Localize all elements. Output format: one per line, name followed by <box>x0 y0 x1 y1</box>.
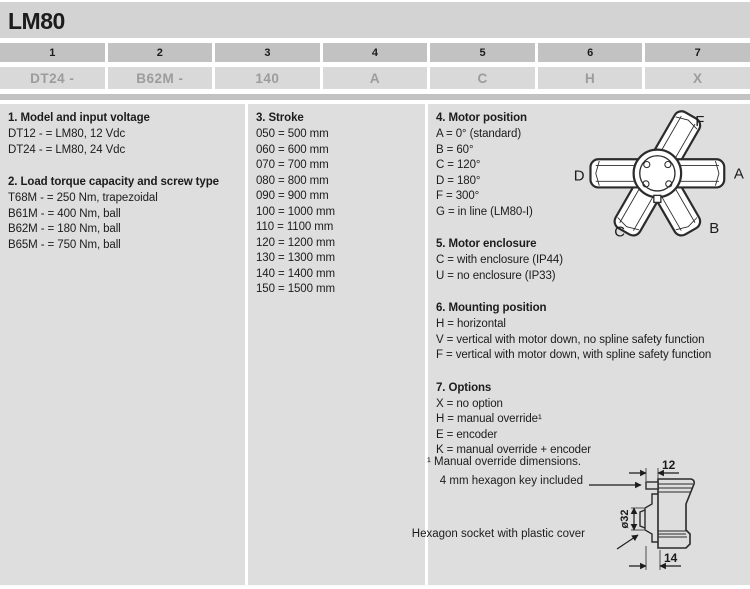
hex-key-shaft <box>646 482 658 489</box>
section-load-torque <box>8 176 245 253</box>
list-item: E = encoder <box>436 428 498 441</box>
position-label-f: F <box>695 112 705 130</box>
housing-side-view <box>587 446 747 582</box>
position-cell: 5 <box>430 43 535 62</box>
section-heading: 7. Options <box>436 381 492 394</box>
section-heading: 3. Stroke <box>256 112 304 124</box>
section-stroke <box>256 112 425 298</box>
value-cell-motor-position: A <box>323 67 428 89</box>
section-heading: 1. Model and input voltage <box>8 112 150 124</box>
actuator-hub <box>634 150 682 198</box>
socket-leader-arrow <box>617 535 638 549</box>
section-heading: 2. Load torque capacity and screw type <box>8 176 219 188</box>
list-item: 120 = 1200 mm <box>256 236 335 249</box>
list-item: X = no option <box>436 397 503 410</box>
list-item: DT12 - = LM80, 12 Vdc <box>8 128 126 140</box>
list-item: H = horizontal <box>436 318 506 330</box>
legend-columns <box>0 104 750 585</box>
motor-position-diagram <box>571 110 749 242</box>
list-item: 100 = 1000 mm <box>256 205 335 218</box>
list-item: A = 0° (standard) <box>436 128 522 140</box>
position-cell: 6 <box>538 43 643 62</box>
ordering-code-value-row <box>0 67 750 89</box>
value-cell-mounting: H <box>538 67 643 89</box>
page-title: LM80 <box>8 8 65 34</box>
title-band <box>0 2 750 38</box>
section-heading: 4. Motor position <box>436 112 527 124</box>
list-item: B65M - = 750 Nm, ball <box>8 238 121 251</box>
list-item: B = 60° <box>436 143 474 156</box>
legend-column-1 <box>0 104 245 585</box>
position-cell: 2 <box>108 43 213 62</box>
list-item: 130 = 1300 mm <box>256 252 335 264</box>
position-label-c: C <box>614 223 626 241</box>
list-item: 080 = 800 mm <box>256 174 329 187</box>
list-item: U = no enclosure (IP33) <box>436 269 556 282</box>
list-item: 110 = 1100 mm <box>256 221 334 233</box>
list-item: G = in line (LM80-I) <box>436 205 533 218</box>
list-item: 090 = 900 mm <box>256 190 329 202</box>
position-label-a: A <box>733 165 744 183</box>
list-item: C = with enclosure (IP44) <box>436 254 563 266</box>
list-item: 060 = 600 mm <box>256 143 329 156</box>
dimension-12: 12 <box>662 458 676 472</box>
manual-override-drawing <box>411 446 747 582</box>
list-item: 150 = 1500 mm <box>256 283 335 295</box>
section-motor-enclosure <box>436 238 750 284</box>
list-item: B61M - = 400 Nm, ball <box>8 207 121 220</box>
list-item: B62M - = 180 Nm, ball <box>8 223 121 235</box>
list-item: H = manual override¹ <box>436 413 542 425</box>
list-item: 070 = 700 mm <box>256 159 329 171</box>
socket-label: Hexagon socket with plastic cover <box>411 528 585 540</box>
value-cell-torque: B62M - <box>108 67 213 89</box>
value-cell-options: X <box>645 67 750 89</box>
list-item: T68M - = 250 Nm, trapezoidal <box>8 192 158 204</box>
hex-key-label: 4 mm hexagon key included <box>439 475 583 487</box>
section-heading: 5. Motor enclosure <box>436 238 537 250</box>
position-cell: 3 <box>215 43 320 62</box>
list-item: K = manual override + encoder <box>436 444 592 456</box>
list-item: D = 180° <box>436 174 481 187</box>
section-mounting-position <box>436 302 750 364</box>
value-cell-stroke: 140 <box>215 67 320 89</box>
plastic-cover <box>640 510 645 528</box>
section-heading: 6. Mounting position <box>436 302 547 314</box>
dimension-14: 14 <box>664 551 678 565</box>
position-cell: 1 <box>0 43 105 62</box>
list-item: F = 300° <box>436 190 480 202</box>
list-item: C = 120° <box>436 159 481 171</box>
position-label-d: D <box>573 167 585 185</box>
legend-column-3 <box>411 104 750 585</box>
list-item: DT24 - = LM80, 24 Vdc <box>8 143 126 156</box>
position-cell: 7 <box>645 43 750 62</box>
ordering-code-position-row <box>0 43 750 62</box>
list-item: F = vertical with motor down, with spline safety function <box>436 349 712 361</box>
section-model-voltage <box>8 112 245 158</box>
value-cell-enclosure: C <box>430 67 535 89</box>
list-item: 140 = 1400 mm <box>256 267 335 280</box>
value-cell-model: DT24 - <box>0 67 105 89</box>
list-item: 050 = 500 mm <box>256 128 329 140</box>
separator-band <box>0 94 750 100</box>
list-item: V = vertical with motor down, no spline safety function <box>436 333 705 346</box>
footnote-text: ¹ Manual override dimensions. <box>427 456 582 468</box>
dimension-diameter-32: ø32 <box>619 509 631 529</box>
legend-column-2 <box>248 104 425 585</box>
position-label-b: B <box>709 220 720 238</box>
position-cell: 4 <box>323 43 428 62</box>
